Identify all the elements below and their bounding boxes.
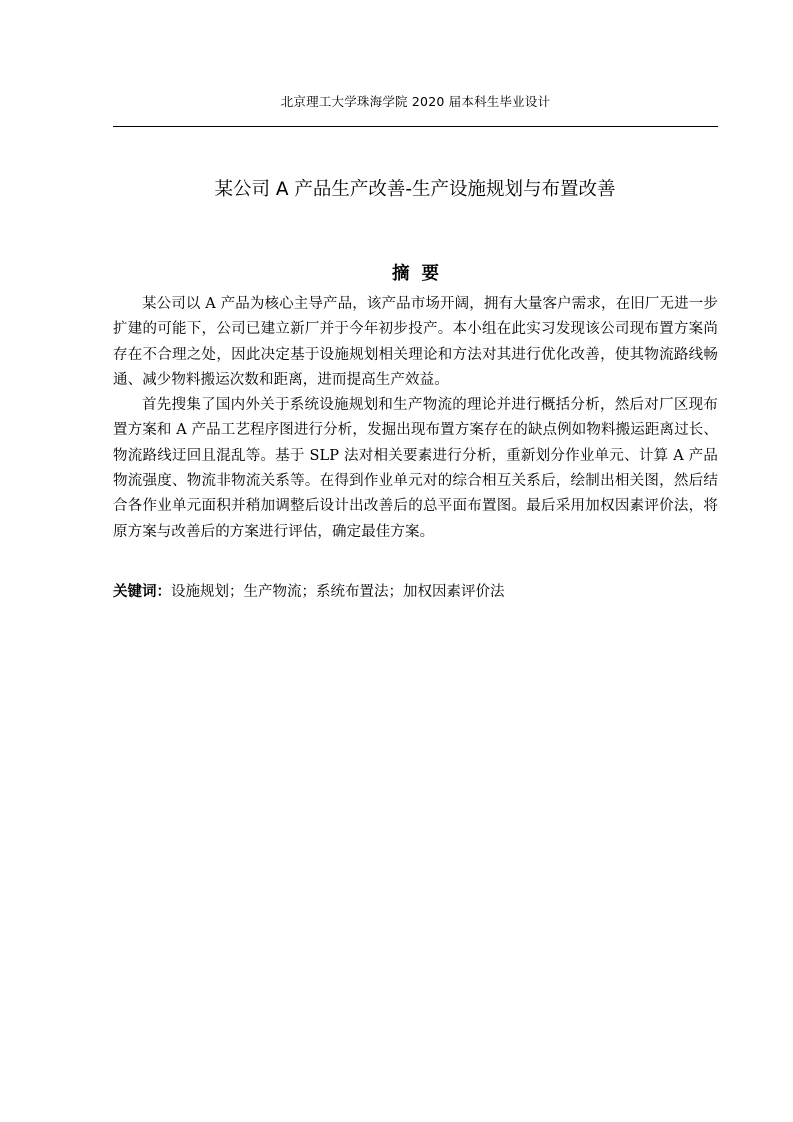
abstract-heading: 摘要 xyxy=(392,264,451,284)
abstract-paragraph: 首先搜集了国内外关于系统设施规划和生产物流的理论并进行概括分析，然后对厂区现布置方案和 A 产品工艺程序图进行分析，发掘出现布置方案存在的缺点例如物料搬运距离过长、物流路线迂回且混乱等。基于 SLP 法对相关要素进行分析，重新划分作业单元、计算 A 产品物流强度、物流非物流关系等。在得到作业单元对的综合相互关系后，绘制出相关图，然后结合各作业单元面积并稍加调整后设计出改善后的总平面布置图。最后采用加权因素评价法，将原方案与改善后的方案进行评估，确定最佳方案。 xyxy=(113,397,718,540)
keywords-value: 设施规划；生产物流；系统布置法；加权因素评价法 xyxy=(171,584,505,600)
abstract-body xyxy=(113,292,718,545)
header-divider xyxy=(113,126,718,127)
document-title: 某公司 A 产品生产改善-生产设施规划与布置改善 xyxy=(214,179,616,200)
keywords-line xyxy=(113,580,718,604)
keywords-label: 关键词： xyxy=(113,584,171,600)
abstract-paragraph: 某公司以 A 产品为核心主导产品，该产品市场开阔，拥有大量客户需求，在旧厂无进一步扩建的可能下，公司已建立新厂并于今年初步投产。本小组在此实习发现该公司现布置方案尚存在不合理之处，因此决定基于设施规划相关理论和方法对其进行优化改善，使其物流路线畅通、减少物料搬运次数和距离，进而提高生产效益。 xyxy=(113,296,718,388)
running-header: 北京理工大学珠海学院 2020 届本科生毕业设计 xyxy=(280,94,551,109)
